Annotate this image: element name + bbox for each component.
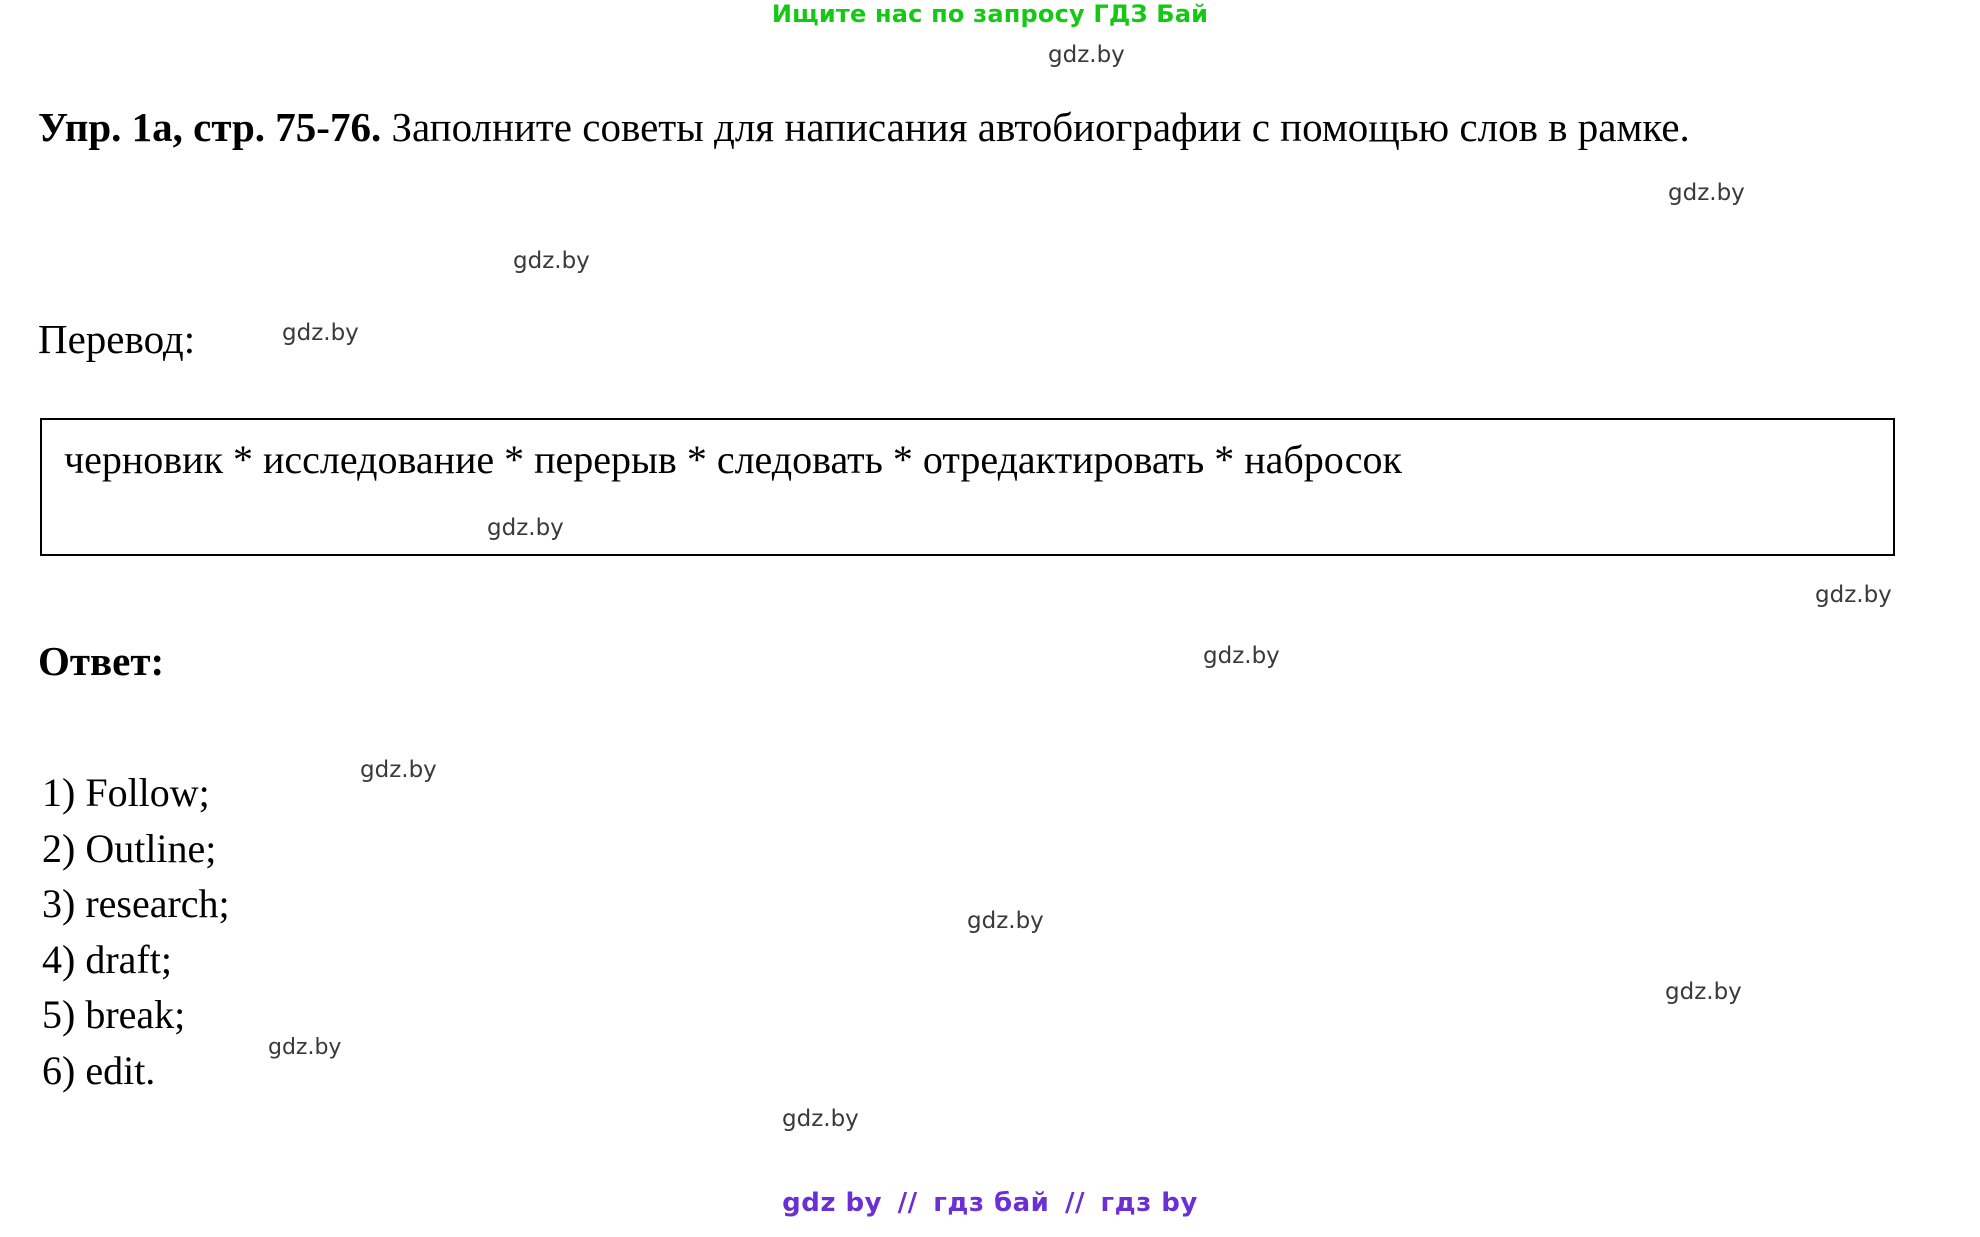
footer-separator: // bbox=[897, 1188, 918, 1218]
footer-link-2[interactable]: гдз бай bbox=[933, 1188, 1050, 1218]
list-item: 2) Outline; bbox=[42, 825, 217, 871]
watermark: gdz.by bbox=[513, 248, 590, 274]
watermark: gdz.by bbox=[967, 908, 1044, 934]
watermark: gdz.by bbox=[360, 757, 437, 783]
footer-separator: // bbox=[1064, 1188, 1085, 1218]
exercise-label: Упр. 1a, стр. 75-76. bbox=[38, 104, 382, 150]
footer-link-3[interactable]: гдз by bbox=[1100, 1188, 1198, 1218]
watermark: gdz.by bbox=[782, 1106, 859, 1132]
list-item: 6) edit. bbox=[42, 1047, 156, 1093]
task-text: Заполните советы для написания автобиографии с помощью слов в рамке. bbox=[381, 104, 1690, 150]
watermark: gdz.by bbox=[268, 1035, 342, 1060]
list-item: 1) Follow; bbox=[42, 770, 210, 815]
translation-label: Перевод: bbox=[38, 316, 196, 362]
watermark: gdz.by bbox=[282, 320, 359, 346]
watermark: gdz.by bbox=[1048, 42, 1125, 68]
watermark: gdz.by bbox=[1815, 582, 1892, 608]
list-item: 4) draft; bbox=[42, 936, 172, 982]
footer-links bbox=[0, 1188, 1980, 1218]
word-bank-box bbox=[40, 418, 1895, 556]
answer-label: Ответ: bbox=[38, 638, 165, 684]
task-statement bbox=[38, 98, 1918, 156]
answer-list bbox=[42, 765, 230, 1099]
list-item: 3) research; bbox=[42, 881, 230, 927]
watermark: gdz.by bbox=[1668, 180, 1745, 206]
promo-banner: Ищите нас по запросу ГДЗ Бай bbox=[771, 0, 1209, 28]
word-bank-words: черновик * исследование * перерыв * следовать * отредактировать * набросок bbox=[64, 437, 1402, 482]
watermark: gdz.by bbox=[1665, 979, 1742, 1005]
watermark: gdz.by bbox=[487, 515, 564, 541]
list-item: 5) break; bbox=[42, 992, 186, 1038]
watermark: gdz.by bbox=[1203, 643, 1280, 669]
footer-link-1[interactable]: gdz by bbox=[782, 1188, 883, 1218]
